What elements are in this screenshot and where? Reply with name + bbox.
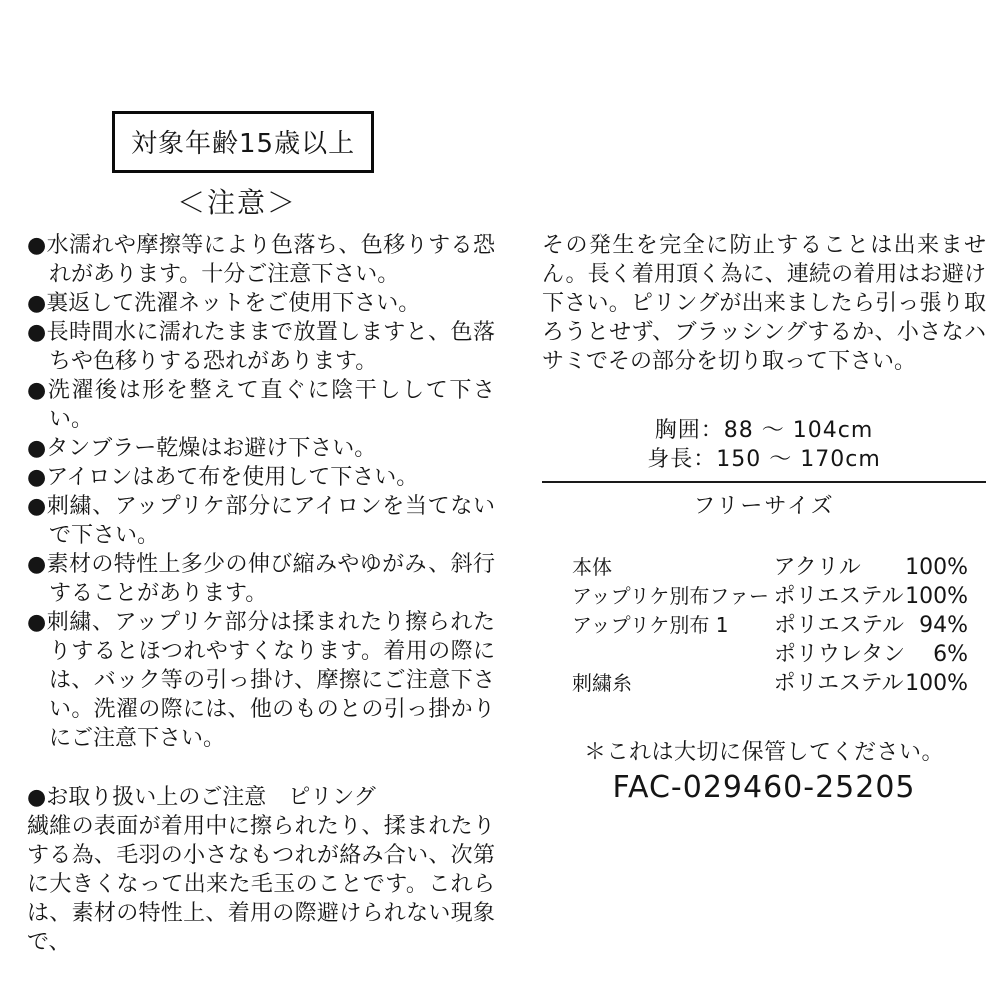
material-percent: 100% [905,671,968,696]
materials-table [572,553,968,698]
material-percent: 100% [905,555,968,580]
material-name: ポリウレタン [774,642,906,667]
material-row [572,553,968,582]
material-part: 本体 [572,555,612,579]
material-part: 刺繍糸 [572,671,632,695]
pilling-continuation-text: その発生を完全に防止することは出来ません。長く着用頂く為に、連続の着用はお避け下さい。ピリングが出来ましたら引っ張り取ろうとせず、ブラッシングするか、小さなハサミでその部分を切り取って下さい。 [542,233,986,374]
material-row [572,669,968,698]
height-size: 身長：150 ～ 170cm [647,447,881,472]
caution-heading: ＜注意＞ [176,186,297,219]
pilling-description: 繊維の表面が着用中に擦られたり、揉まれたりする為、毛羽の小さなもつれが絡み合い、次第に大きくなって出来た毛玉のことです。これらは、素材の特性上、着用の際避けられない現象で、 [27,814,495,955]
care-instruction-item: ●水濡れや摩擦等により色落ち、色移りする恐れがあります。十分ご注意下さい。 [27,233,495,287]
material-percent: 100% [905,584,968,609]
material-percent: 6% [933,642,968,667]
care-instruction-item: ●裏返して洗濯ネットをご使用下さい。 [27,291,421,316]
material-name: ポリエステル [773,584,904,609]
material-part: アップリケ別布 1 [572,613,729,637]
product-info-column [542,231,986,805]
material-row [572,611,968,640]
material-row [572,640,968,669]
pilling-section [27,783,495,957]
size-divider [542,481,986,483]
material-name: アクリル [773,555,861,580]
material-percent: 94% [919,613,968,638]
size-block [542,416,986,521]
care-instruction-item: ●刺繍、アップリケ部分は揉まれたり擦られたりするとほつれやすくなります。着用の際には、バック等の引っ掛け、摩擦にご注意下さい。洗濯の際には、他のものとの引っ掛かりにご注意下さい。 [27,610,495,751]
chest-size: 胸囲：88 ～ 104cm [654,418,874,443]
material-name: ポリエステル [773,671,904,696]
age-restriction-box: 対象年齢15歳以上 [112,111,374,173]
material-row [572,582,968,611]
keep-note: ＊これは大切に保管してください。 [583,740,944,765]
care-instruction-item: ●タンブラー乾燥はお避け下さい。 [27,436,377,461]
care-instruction-item: ●長時間水に濡れたままで放置しますと、色落ちや色移りする恐れがあります。 [27,320,495,374]
pilling-section-title: ●お取り扱い上のご注意 ピリング [27,785,376,810]
care-instruction-item: ●洗濯後は形を整えて直ぐに陰干しして下さい。 [27,378,495,432]
product-code: FAC-029460-25205 [612,770,916,805]
care-instruction-item: ●刺繍、アップリケ部分にアイロンを当てないで下さい。 [27,494,495,548]
care-instruction-item: ●アイロンはあて布を使用して下さい。 [27,465,419,490]
care-instructions-column [27,231,495,957]
material-part: アップリケ別布ファー [572,584,769,608]
care-instruction-item: ●素材の特性上多少の伸び縮みやゆがみ、斜行することがあります。 [27,552,495,606]
material-name: ポリエステル [774,613,905,638]
free-size-label: フリーサイズ [693,494,835,519]
